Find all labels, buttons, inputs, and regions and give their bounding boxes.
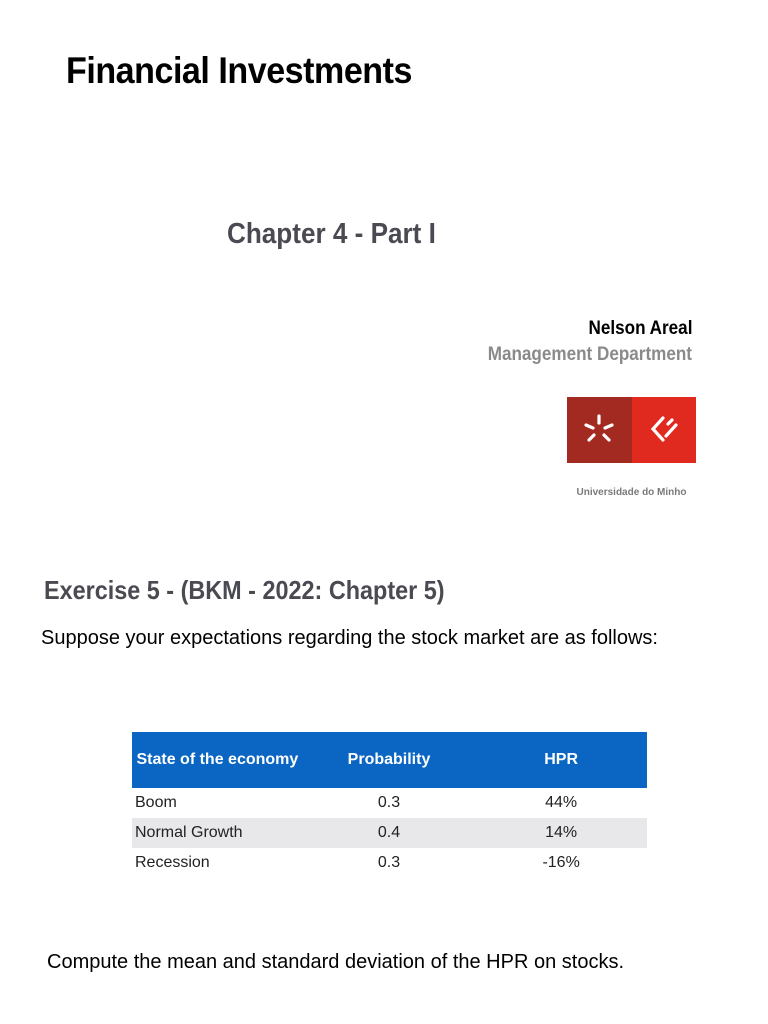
logo-chevron-icon bbox=[632, 397, 697, 463]
cell-state: Normal Growth bbox=[132, 818, 303, 848]
cell-hpr: -16% bbox=[542, 854, 580, 871]
table-row bbox=[132, 818, 647, 848]
cell-hpr: 14% bbox=[475, 818, 647, 848]
cell-state: Recession bbox=[135, 854, 210, 871]
header-state: State of the economy bbox=[132, 732, 303, 788]
exercise-intro: Suppose your expectations regarding the stock market are as follows: bbox=[41, 627, 658, 649]
hpr-table bbox=[132, 732, 647, 878]
author-department: Management Department bbox=[487, 344, 692, 365]
table-row bbox=[132, 848, 647, 878]
table-row bbox=[132, 788, 647, 818]
cell-hpr: 44% bbox=[545, 794, 578, 811]
exercise-question: Compute the mean and standard deviation of the HPR on stocks. bbox=[47, 951, 625, 973]
header-hpr: HPR bbox=[475, 732, 647, 788]
cell-probability: 0.3 bbox=[377, 854, 401, 871]
exercise-title: Exercise 5 - (BKM - 2022: Chapter 5) bbox=[44, 575, 445, 605]
university-name: Universidade do Minho bbox=[576, 487, 687, 498]
table-header-row bbox=[132, 732, 647, 788]
header-probability: Probability bbox=[303, 732, 475, 788]
logo-sun-icon bbox=[567, 397, 632, 463]
cell-probability: 0.4 bbox=[303, 818, 475, 848]
university-logo bbox=[567, 397, 696, 463]
chapter-subtitle: Chapter 4 - Part I bbox=[227, 218, 436, 250]
cell-probability: 0.3 bbox=[377, 794, 401, 811]
author-name: Nelson Areal bbox=[588, 318, 692, 339]
page-title: Financial Investments bbox=[66, 50, 412, 91]
cell-state: Boom bbox=[135, 794, 177, 811]
